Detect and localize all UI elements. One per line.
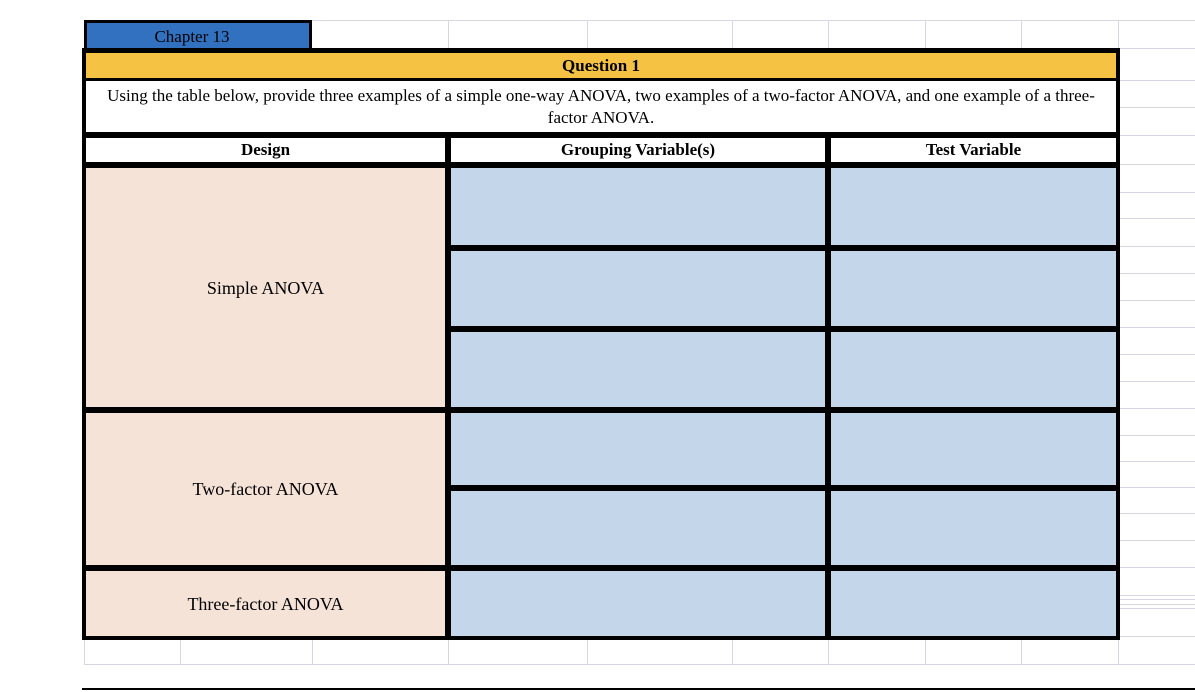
gridline xyxy=(587,20,588,50)
gridline xyxy=(1021,638,1022,665)
grouping-variable-cell[interactable] xyxy=(451,491,825,565)
gridline xyxy=(1120,273,1195,274)
gridline xyxy=(180,638,181,665)
header-design: Design xyxy=(86,138,445,162)
design-two-factor-anova: Two-factor ANOVA xyxy=(86,413,445,565)
gridline xyxy=(312,638,313,665)
gridline xyxy=(1120,595,1195,596)
design-three-factor-anova: Three-factor ANOVA xyxy=(86,571,445,636)
gridline xyxy=(84,664,1195,665)
gridline xyxy=(1120,567,1195,568)
gridline xyxy=(1120,604,1195,605)
gridline xyxy=(448,638,449,665)
gridline xyxy=(1120,192,1195,193)
grouping-variable-cell[interactable] xyxy=(451,251,825,326)
test-variable-cell[interactable] xyxy=(831,168,1116,245)
design-simple-anova: Simple ANOVA xyxy=(86,168,445,407)
gridline xyxy=(1120,487,1195,488)
gridline xyxy=(1120,461,1195,462)
test-variable-cell[interactable] xyxy=(831,571,1116,636)
gridline xyxy=(828,638,829,665)
gridline xyxy=(732,20,733,50)
gridline xyxy=(1120,435,1195,436)
gridline xyxy=(1120,300,1195,301)
chapter-tab[interactable]: Chapter 13 xyxy=(84,20,312,50)
gridline xyxy=(1120,80,1195,81)
test-variable-cell[interactable] xyxy=(831,332,1116,407)
page-bottom-rule xyxy=(82,688,1195,690)
grouping-variable-cell[interactable] xyxy=(451,332,825,407)
gridline xyxy=(1120,218,1195,219)
grouping-variable-cell[interactable] xyxy=(451,571,825,636)
test-variable-cell[interactable] xyxy=(831,413,1116,485)
gridline xyxy=(1120,48,1195,49)
gridline xyxy=(587,638,588,665)
header-grouping-variables: Grouping Variable(s) xyxy=(451,138,825,162)
gridline xyxy=(1120,599,1195,600)
gridline xyxy=(1120,246,1195,247)
gridline xyxy=(1120,135,1195,136)
gridline xyxy=(1120,107,1195,108)
gridline xyxy=(1120,608,1195,609)
gridline xyxy=(925,638,926,665)
header-test-variable: Test Variable xyxy=(831,138,1116,162)
gridline xyxy=(1120,327,1195,328)
question-title: Question 1 xyxy=(86,53,1116,78)
gridline xyxy=(828,20,829,50)
test-variable-cell[interactable] xyxy=(831,251,1116,326)
gridline xyxy=(1120,513,1195,514)
gridline xyxy=(732,638,733,665)
gridline xyxy=(1021,20,1022,50)
test-variable-cell[interactable] xyxy=(831,491,1116,565)
gridline xyxy=(1120,636,1195,637)
gridline xyxy=(1120,381,1195,382)
gridline xyxy=(1120,354,1195,355)
gridline xyxy=(1120,540,1195,541)
gridline xyxy=(84,638,85,665)
gridline xyxy=(448,20,449,50)
gridline xyxy=(1120,164,1195,165)
instructions-text: Using the table below, provide three examples of a simple one-way ANOVA, two examples of a two-factor ANOVA, and one example of a three-factor ANOVA. xyxy=(86,81,1116,132)
grouping-variable-cell[interactable] xyxy=(451,168,825,245)
gridline xyxy=(925,20,926,50)
grouping-variable-cell[interactable] xyxy=(451,413,825,485)
gridline xyxy=(1120,408,1195,409)
